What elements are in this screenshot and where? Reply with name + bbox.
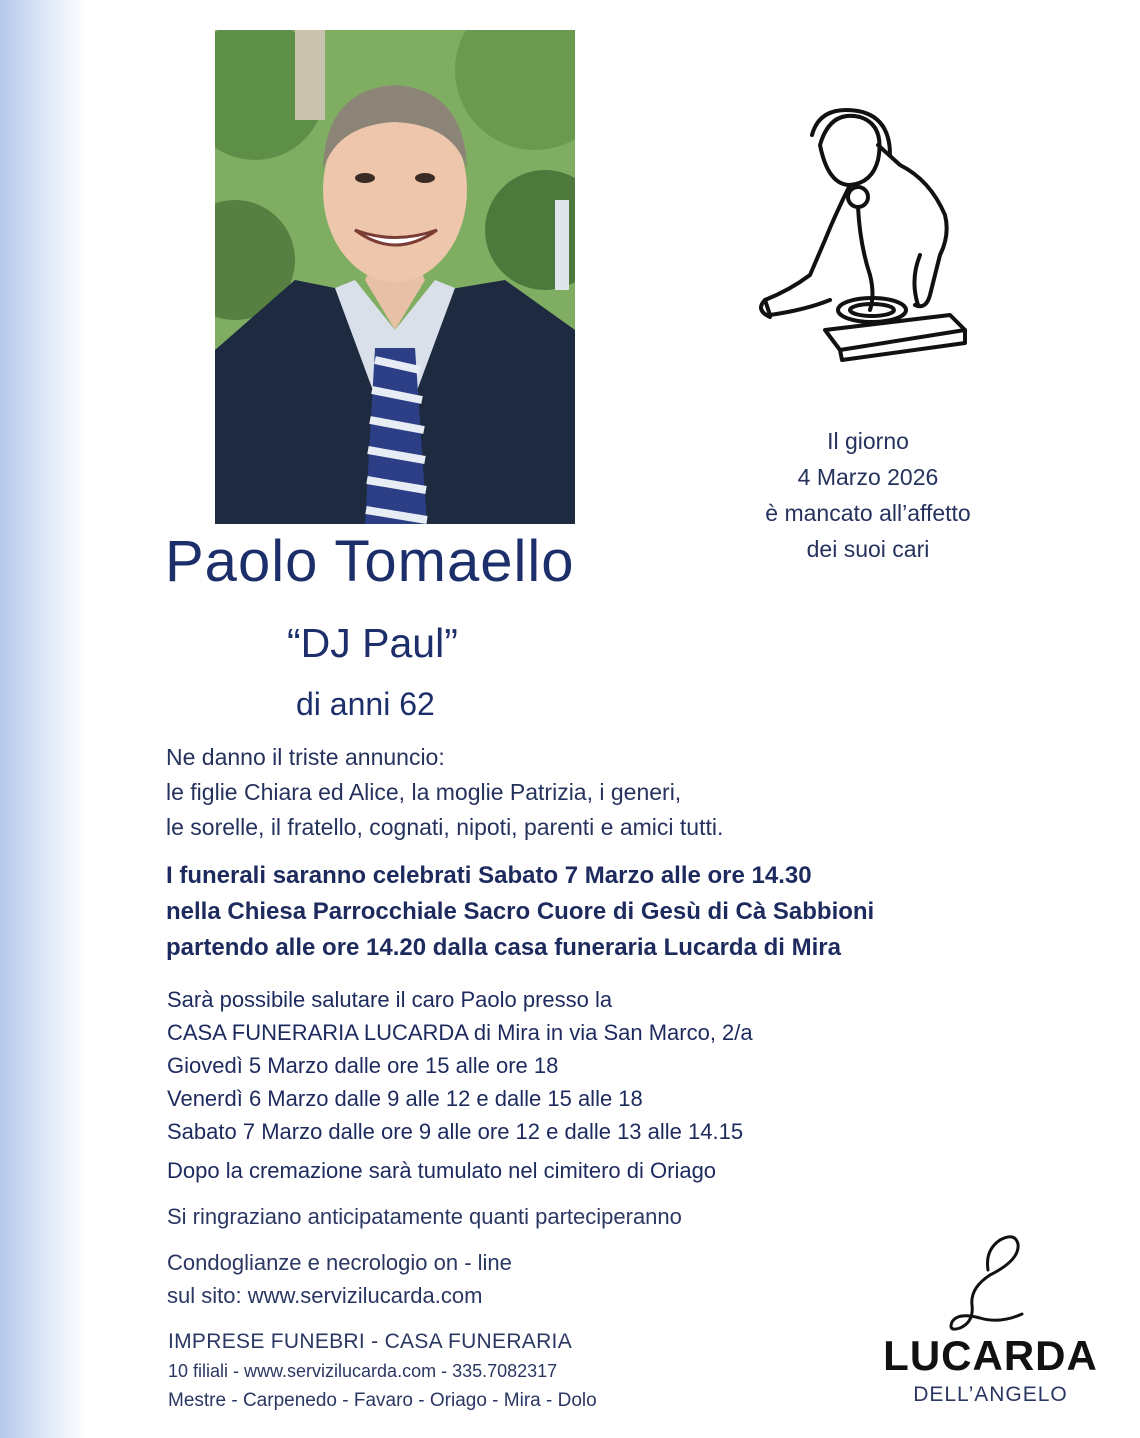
intro-line: è mancato all’affetto — [765, 500, 971, 526]
condolences-line: Condoglianze e necrologio on - line — [167, 1250, 512, 1275]
intro-line: dei suoi cari — [806, 536, 930, 562]
footer-line: Mestre - Carpenedo - Favaro - Oriago - Mira - Dolo — [168, 1390, 597, 1411]
announcement-line: Ne danno il triste annuncio: — [166, 744, 445, 770]
cremation-note: Dopo la cremazione sarà tumulato nel cimitero di Oriago — [167, 1158, 717, 1183]
visitation-line: Giovedì 5 Marzo dalle ore 15 alle ore 18 — [167, 1053, 559, 1078]
funeral-line: I funerali saranno celebrati Sabato 7 Marzo alle ore 14.30 — [166, 862, 812, 889]
announcement-line: le figlie Chiara ed Alice, la moglie Patrizia, i generi, — [166, 779, 682, 805]
visitation-block — [167, 983, 753, 1148]
funeral-line: partendo alle ore 14.20 dalla casa funeraria Lucarda di Mira — [166, 934, 841, 961]
portrait-illustration — [215, 30, 575, 524]
lucarda-logo-subtitle: DELL’ANGELO — [913, 1383, 1068, 1406]
lucarda-logo-name: LUCARDA — [883, 1332, 1098, 1379]
lucarda-logo-mark — [930, 1230, 1030, 1340]
announcement-block — [166, 740, 723, 845]
footer-line: IMPRESE FUNEBRI - CASA FUNERARIA — [168, 1330, 572, 1353]
visitation-line: CASA FUNERARIA LUCARDA di Mira in via San Marco, 2/a — [167, 1020, 753, 1045]
announcement-line: le sorelle, il fratello, cognati, nipoti, parenti e amici tutti. — [166, 814, 724, 840]
thanks-note: Si ringraziano anticipatamente quanti parteciperanno — [167, 1204, 682, 1229]
side-gradient-band — [0, 0, 88, 1438]
dj-turntable-illustration — [750, 105, 975, 370]
footer-line: 10 filiali - www.servizilucarda.com - 335.7082317 — [168, 1361, 558, 1381]
death-date-intro — [728, 423, 1008, 567]
deceased-nickname: “DJ Paul” — [287, 620, 458, 666]
visitation-line: Sarà possibile salutare il caro Paolo presso la — [167, 987, 613, 1012]
funeral-details-block — [166, 858, 874, 966]
intro-line: 4 Marzo 2026 — [797, 464, 939, 490]
portrait-photo — [215, 30, 575, 524]
intro-line: Il giorno — [827, 428, 909, 454]
footer-block — [168, 1327, 597, 1416]
condolences-block — [167, 1246, 512, 1312]
condolences-line: sul sito: www.servizilucarda.com — [167, 1283, 483, 1308]
deceased-age: di anni 62 — [296, 686, 435, 722]
funeral-line: nella Chiesa Parrocchiale Sacro Cuore di Gesù di Cà Sabbioni — [166, 898, 875, 925]
visitation-line: Sabato 7 Marzo dalle ore 9 alle ore 12 e dalle 13 alle 14.15 — [167, 1119, 744, 1144]
visitation-line: Venerdì 6 Marzo dalle 9 alle 12 e dalle 15 alle 18 — [167, 1086, 643, 1111]
deceased-name: Paolo Tomaello — [165, 529, 575, 594]
